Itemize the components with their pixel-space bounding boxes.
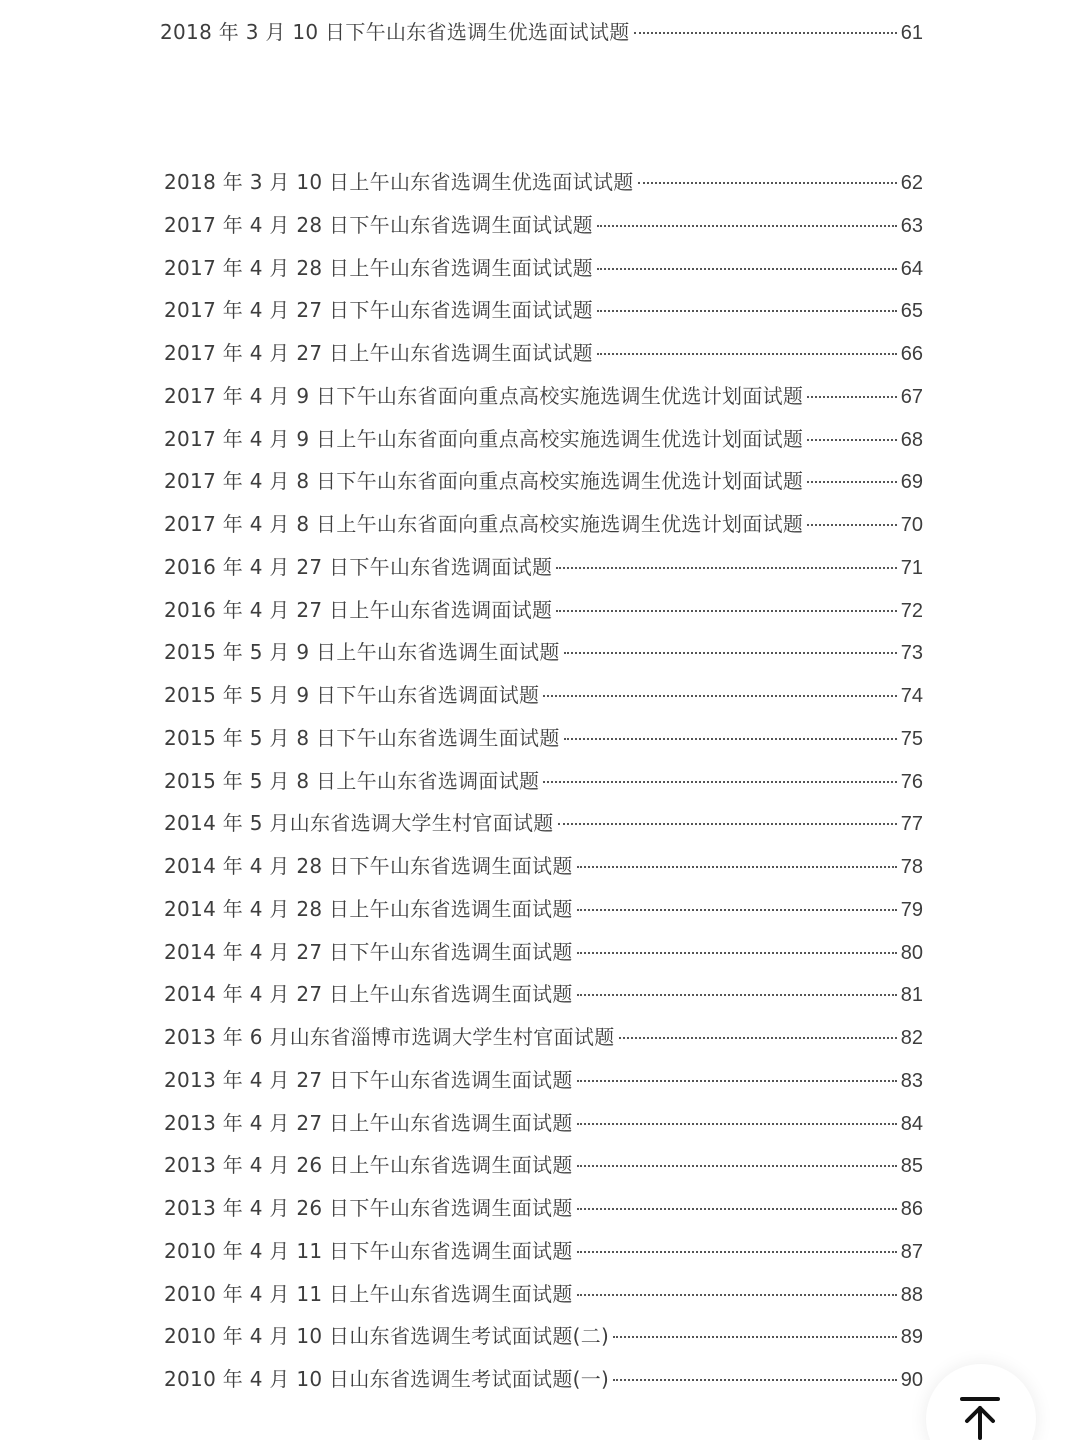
arrow-up-to-top-icon (960, 1396, 1000, 1440)
toc-entry-page: 70 (900, 514, 923, 536)
toc-entry-title: 2010 年 4 月 10 日山东省选调生考试面试题(二) (164, 1324, 610, 1349)
toc-entry-page: 79 (900, 898, 923, 921)
toc-leader-dots (577, 909, 897, 911)
toc-leader-dots (619, 1037, 897, 1039)
toc-entry-title: 2017 年 4 月 27 日上午山东省选调生面试试题 (164, 341, 593, 365)
toc-leader-dots (577, 1165, 897, 1167)
toc-leader-dots (577, 952, 897, 954)
toc-entry (164, 467, 923, 510)
toc-leader-dots (543, 781, 896, 783)
toc-entry (164, 1151, 923, 1194)
toc-entry (164, 1280, 923, 1323)
toc-entry-title: 2010 年 4 月 11 日上午山东省选调生面试题 (164, 1281, 573, 1306)
toc-entry-page: 86 (900, 1198, 923, 1220)
toc-entry-title: 2017 年 4 月 8 日上午山东省面向重点高校实施选调生优选计划面试题 (164, 512, 804, 536)
toc-leader-dots (613, 1379, 897, 1381)
toc-entry (164, 425, 923, 468)
toc-entry-page: 81 (900, 984, 923, 1007)
toc-entry-page: 62 (900, 172, 923, 194)
toc-entry-page: 64 (900, 257, 923, 280)
toc-entry-page: 73 (900, 642, 923, 665)
toc-entry (164, 809, 923, 852)
toc-entry (164, 296, 923, 339)
toc-leader-dots (597, 353, 897, 355)
toc-entry (164, 1194, 923, 1237)
toc-leader-dots (577, 1123, 897, 1125)
toc-entry-title: 2013 年 4 月 26 日上午山东省选调生面试题 (164, 1153, 573, 1178)
toc-entry-page: 87 (900, 1240, 923, 1263)
toc-entry-title: 2014 年 4 月 28 日下午山东省选调生面试题 (164, 854, 573, 878)
toc-entry-title: 2015 年 5 月 8 日上午山东省选调面试题 (164, 768, 540, 793)
toc-entry (164, 767, 923, 810)
toc-entry (164, 1023, 923, 1066)
toc-entry-title: 2013 年 4 月 26 日下午山东省选调生面试题 (164, 1196, 573, 1220)
toc-entry (164, 681, 923, 724)
toc-leader-dots (577, 1251, 897, 1253)
toc-leader-dots (564, 738, 897, 740)
toc-entry-page: 84 (900, 1112, 923, 1135)
toc-entry (164, 1365, 923, 1408)
toc-entry-title: 2014 年 5 月山东省选调大学生村官面试题 (164, 811, 554, 836)
toc-entry (164, 339, 923, 382)
toc-leader-dots (597, 225, 897, 227)
toc-entry-page: 82 (900, 1027, 923, 1049)
toc-entry-title: 2014 年 4 月 28 日上午山东省选调生面试题 (164, 896, 573, 921)
toc-entry-title: 2010 年 4 月 11 日下午山东省选调生面试题 (164, 1238, 573, 1263)
toc-entry-title: 2013 年 4 月 27 日上午山东省选调生面试题 (164, 1110, 573, 1135)
toc-leader-dots (577, 994, 897, 996)
toc-entry (164, 724, 923, 767)
toc-entry-page: 89 (900, 1326, 923, 1349)
toc-leader-dots (807, 524, 897, 526)
toc-entry-page: 69 (900, 471, 923, 494)
toc-entry (164, 382, 923, 425)
toc-entry-page: 88 (900, 1283, 923, 1306)
toc-entry (164, 1322, 923, 1365)
toc-entry (164, 211, 923, 254)
toc-entry-page: 83 (900, 1069, 923, 1092)
toc-leader-dots (556, 567, 896, 569)
toc-leader-dots (543, 695, 896, 697)
toc-entry-title: 2017 年 4 月 9 日下午山东省面向重点高校实施选调生优选计划面试题 (164, 383, 804, 408)
toc-entry-page: 76 (900, 770, 923, 793)
toc-leader-dots (558, 823, 897, 825)
toc-leader-dots (613, 1336, 897, 1338)
toc-entry-page: 74 (900, 685, 923, 707)
toc-entry-page: 72 (900, 599, 923, 622)
toc-entry-page: 75 (900, 727, 923, 750)
toc-entry (164, 254, 923, 297)
toc-leader-dots (556, 610, 896, 612)
toc-entry-page: 71 (900, 556, 923, 579)
toc-entry (164, 168, 923, 211)
toc-list (164, 168, 923, 1408)
toc-entry (164, 1066, 923, 1109)
toc-entry-title: 2010 年 4 月 10 日山东省选调生考试面试题(一) (164, 1367, 610, 1391)
toc-entry-title: 2015 年 5 月 8 日下午山东省选调生面试题 (164, 725, 560, 750)
toc-entry-page: 63 (900, 214, 923, 237)
toc-entry (164, 938, 923, 981)
toc-leader-dots (577, 1208, 897, 1210)
toc-entry (164, 596, 923, 639)
toc-leader-dots (564, 652, 897, 654)
toc-entry-title: 2017 年 4 月 8 日下午山东省面向重点高校实施选调生优选计划面试题 (164, 469, 804, 494)
toc-leader-dots (577, 1080, 897, 1082)
toc-entry-title: 2018 年 3 月 10 日下午山东省选调生优选面试试题 (160, 20, 630, 44)
toc-entry (164, 980, 923, 1023)
toc-entry-title: 2017 年 4 月 28 日下午山东省选调生面试试题 (164, 212, 593, 237)
toc-entry (160, 18, 923, 47)
toc-entry-page: 67 (900, 385, 923, 408)
toc-leader-dots (577, 866, 897, 868)
toc-entry-title: 2017 年 4 月 28 日上午山东省选调生面试试题 (164, 255, 593, 280)
toc-entry (164, 852, 923, 895)
toc-leader-dots (638, 182, 897, 184)
toc-entry-title: 2014 年 4 月 27 日上午山东省选调生面试题 (164, 982, 573, 1007)
toc-leader-dots (807, 481, 897, 483)
toc-entry (164, 510, 923, 553)
toc-leader-dots (597, 310, 897, 312)
toc-entry-page: 65 (900, 300, 923, 323)
toc-entry-title: 2017 年 4 月 27 日下午山东省选调生面试试题 (164, 298, 593, 323)
toc-entry-page: 80 (900, 941, 923, 964)
toc-entry-page: 61 (900, 22, 923, 44)
toc-entry-page: 85 (900, 1155, 923, 1178)
toc-leader-dots (807, 396, 897, 398)
toc-entry (164, 553, 923, 596)
toc-leader-dots (807, 439, 897, 441)
toc-leader-dots (597, 268, 897, 270)
toc-entry-title: 2015 年 5 月 9 日下午山东省选调面试题 (164, 683, 540, 707)
toc-entry-title: 2018 年 3 月 10 日上午山东省选调生优选面试试题 (164, 170, 634, 194)
toc-leader-dots (634, 32, 897, 34)
toc-entry-page: 78 (900, 856, 923, 878)
toc-entry-title: 2014 年 4 月 27 日下午山东省选调生面试题 (164, 939, 573, 964)
toc-entry-title: 2013 年 4 月 27 日下午山东省选调生面试题 (164, 1067, 573, 1092)
toc-entry (164, 1237, 923, 1280)
toc-entry-page: 68 (900, 428, 923, 451)
toc-entry (164, 638, 923, 681)
toc-entry-title: 2017 年 4 月 9 日上午山东省面向重点高校实施选调生优选计划面试题 (164, 426, 804, 451)
toc-entry-page: 66 (900, 343, 923, 365)
toc-entry-title: 2015 年 5 月 9 日上午山东省选调生面试题 (164, 640, 560, 665)
toc-entry-title: 2013 年 6 月山东省淄博市选调大学生村官面试题 (164, 1025, 615, 1049)
scroll-to-top-button[interactable] (926, 1364, 1036, 1440)
toc-entry (164, 1109, 923, 1152)
toc-entry-title: 2016 年 4 月 27 日下午山东省选调面试题 (164, 554, 553, 579)
toc-entry-page: 90 (900, 1369, 923, 1391)
toc-leader-dots (577, 1294, 897, 1296)
toc-entry-page: 77 (900, 813, 923, 836)
toc-entry-title: 2016 年 4 月 27 日上午山东省选调面试题 (164, 597, 553, 622)
toc-entry (164, 895, 923, 938)
